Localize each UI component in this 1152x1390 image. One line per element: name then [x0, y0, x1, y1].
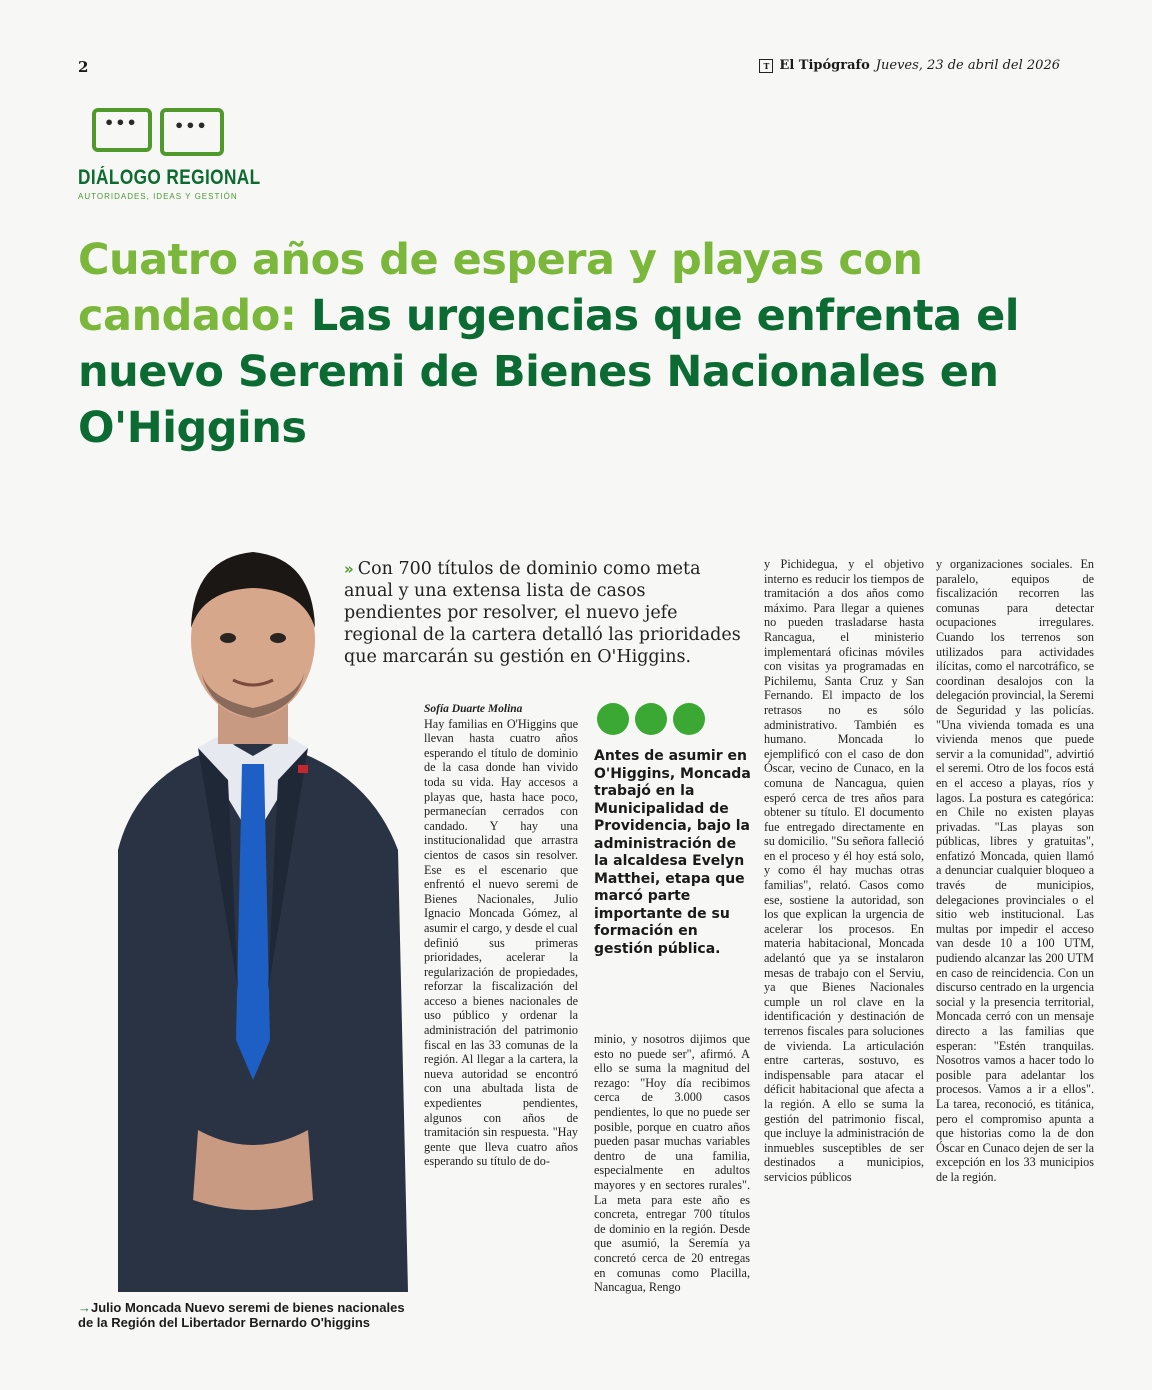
green-dot-icon [635, 703, 667, 735]
section-subtitle: AUTORIDADES, IDEAS Y GESTIÓN [78, 192, 238, 201]
green-dot-icon [597, 703, 629, 735]
body-column-3 [764, 557, 924, 1185]
bubble-dots: ••• [174, 116, 208, 135]
masthead [759, 58, 1060, 73]
article-headline [78, 232, 1038, 456]
bubble-dots: ••• [104, 113, 138, 132]
body-text: minio, y nosotros dijimos que esto no puede ser", afirmó. A ello se suma la magnitud del rezago: "Hoy día recibimos cerca de 3.000 casos pendientes, lo que no puede ser posible, porque en cuatro años pueden pasar muchas variables dentro de una familia, especialmente en adultos mayores y en sectores rurales". La meta para este año es concreta, entregar 700 títulos de dominio en la región. Desde que asumió, la Seremía ya concretó cerca de 20 entregas en comunas como Placilla, Nancagua, Rengo [594, 1032, 750, 1295]
pull-quote: Antes de asumir en O'Higgins, Moncada trabajó en la Municipalidad de Providencia, bajo la administración de la alcaldesa Evelyn Matthei, etapa que marcó parte importante de su formación en gestión pública. [594, 748, 751, 957]
body-column-2 [594, 1032, 750, 1295]
double-chevron-icon: » [344, 560, 354, 578]
body-column-4 [936, 557, 1094, 1185]
author-byline: Sofía Duarte Molina [424, 703, 523, 715]
caption-text: Julio Moncada Nuevo seremi de bienes nacionales de la Región del Libertador Bernardo O'higgins [78, 1300, 405, 1330]
headline-lead-part: Cuatro años de espera y playas con candado: [78, 235, 923, 341]
arrow-right-icon: → [78, 1300, 91, 1315]
publication-name: El Tipógrafo [779, 58, 870, 73]
body-text: y Pichidegua, y el objetivo interno es reducir los tiempos de tramitación a dos años como máximo. Para llegar a quienes no pueden trasladarse hasta Rancagua, el ministerio implementará oficinas móviles con visitas ya programadas en Pichilemu, Santa Cruz y San Fernando. El impacto de los retrasos no es sólo administrativo. También es humano. Moncada lo ejemplificó con el caso de don Óscar, vecino de Cunaco, en la comuna de Nancagua, quien esperó cerca de tres años para obtener su título. El documento fue entregado directamente en su domicilio. "Su señora falleció en el proceso y él hoy está solo, y como él hay muchas otras familias", relató. Casos como ese, sostiene la autoridad, son los que explican la urgencia de acelerar los procesos. En materia habitacional, Moncada adelantó que ya se instalaron mesas de trabajo con el Serviu, ya que Bienes Nacionales cumple un rol clave en la identificación y destinación de terrenos fiscales para soluciones de vivienda. La articulación entre carteras, sostuvo, es indispensable para atacar el déficit habitacional que afecta a la región. A ello se suma la gestión del patrimonio fiscal, que incluye la administración de inmuebles susceptibles de ser destinados a municipios, servicios públicos [764, 557, 924, 1184]
decorative-dots [597, 703, 705, 735]
section-logo [78, 104, 261, 204]
issue-date: Jueves, 23 de abril del 2026 [875, 58, 1060, 73]
body-text: y organizaciones sociales. En paralelo, equipos de fiscalización recorren las comunas para detectar ocupaciones irregulares. Cuando los terrenos son utilizados para actividades ilícitas, como el narcotráfico, se coordinan desalojos con la delegación provincial, la Seremi de Seguridad y las policías. "Una vivienda tomada es una vivienda menos que puede servir a la comunidad", advirtió el seremi. Otro de los focos está en el acceso a playas, ríos y lagos. La postura es categórica: en Chile no existen playas privadas. "Las playas son públicas, libres y gratuitas", enfatizó Moncada, quien llamó a denunciar cualquier bloqueo a través de municipios, delegaciones provinciales o el sitio web institucional. Las multas por impedir el acceso van desde 10 a 100 UTM, pudiendo alcanzar las 200 UTM en caso de reincidencia. Con un discurso centrado en la urgencia social y la presencia territorial, Moncada cerró con un mensaje directo a las familias que esperan: "Estén tranquilas. Nosotros vamos a hacer todo lo posible para adelantar los procesos. Vamos a ir a ellos". La tarea, reconoció, es titánica, pero el compromiso apunta a que historias como la de don Óscar en Cunaco dejen de ser la excepción en los 33 municipios de la región. [936, 557, 1094, 1184]
headline-main-part: Las urgencias que enfrenta el nuevo Seremi de Bienes Nacionales en O'Higgins [78, 291, 1020, 453]
body-text: Hay familias en O'Higgins que llevan hasta cuatro años esperando el título de dominio de la casa donde han vivido toda su vida. Hay accesos a playas que, hasta hace poco, permanecían cerrados con candado. Y hay una institucionalidad que arrastra cientos de casos sin resolver. Ese es el escenario que enfrentó el nuevo seremi de Bienes Nacionales, Julio Ignacio Moncada Gómez, al asumir el cargo, y desde el cual definió sus primeras prioridades, acelerar la regularización de propiedades, reforzar la fiscalización del acceso a bienes nacionales de uso público y ordenar la administración del patrimonio fiscal en las 33 comunas de la región. Al llegar a la cartera, la nueva autoridad se encontró con una abultada lista de expedientes pendientes, algunos con años de tramitación sin respuesta. "Hay gente que lleva cuatro años esperando su título de do- [424, 716, 578, 1169]
body-column-1 [424, 702, 578, 1169]
section-title: DIÁLOGO REGIONAL [78, 166, 261, 189]
publication-logo-icon: T [759, 59, 773, 73]
article-lead [344, 558, 744, 668]
photo-caption [78, 1300, 418, 1330]
green-dot-icon [673, 703, 705, 735]
page-number: 2 [78, 58, 89, 76]
lead-text: Con 700 títulos de dominio como meta anual y una extensa lista de casos pendientes por resolver, el nuevo jefe regional de la cartera detalló las prioridades que marcarán su gestión en O'Higgins. [344, 559, 741, 667]
